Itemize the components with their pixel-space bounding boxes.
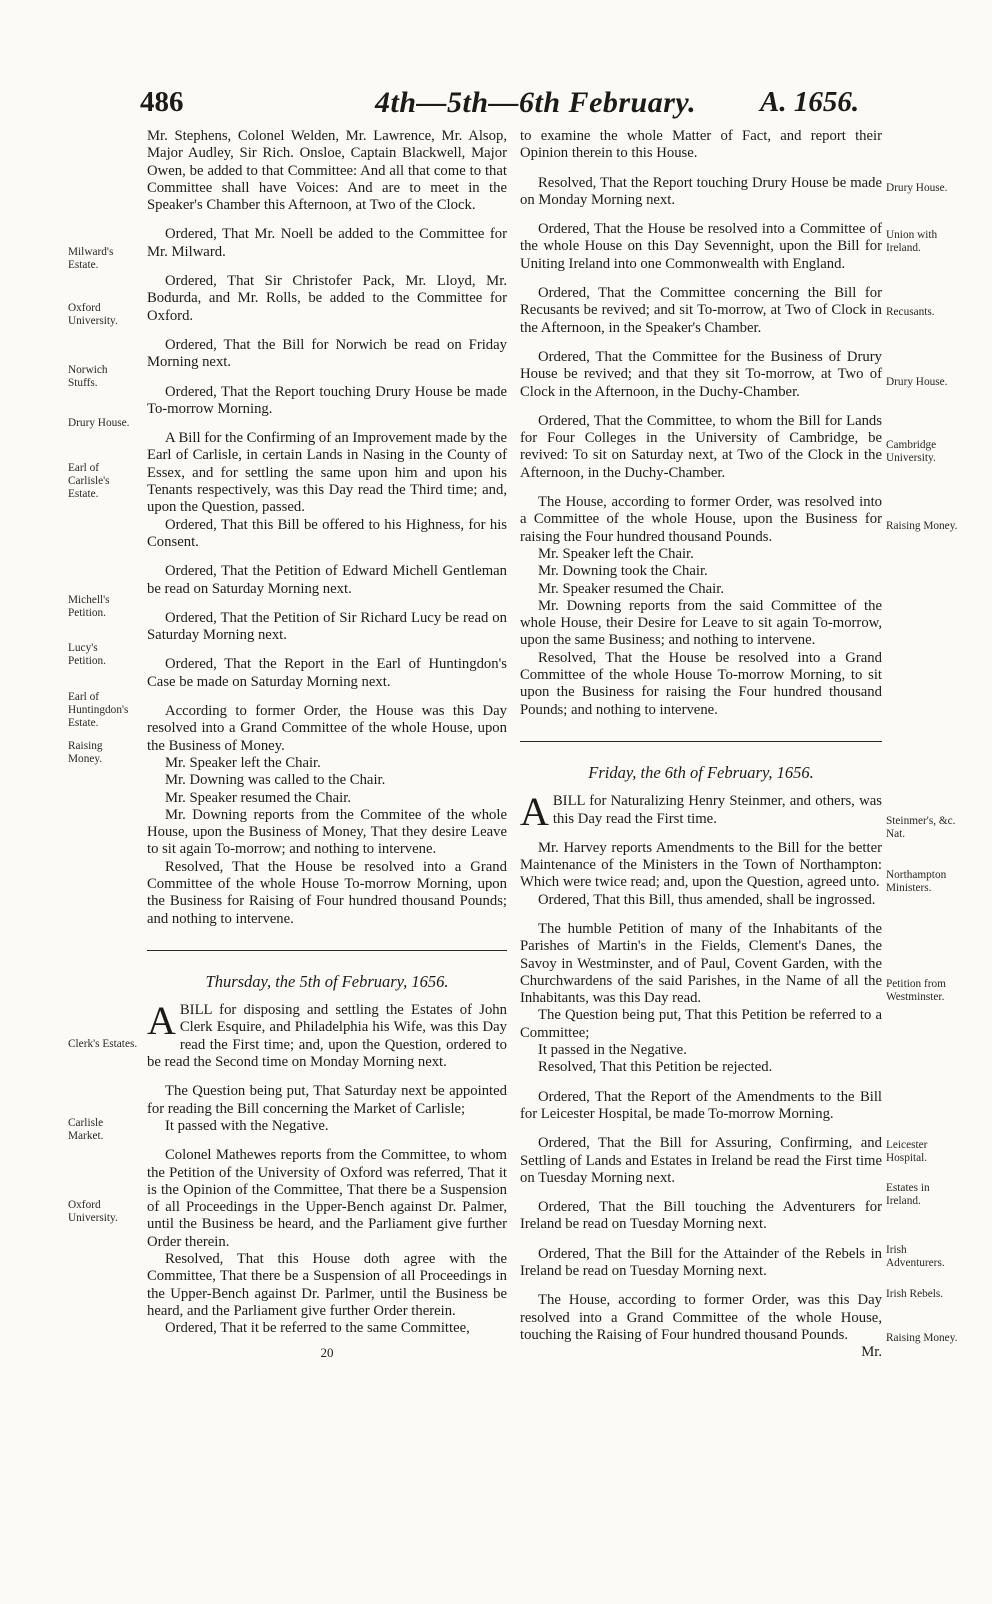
margin-note: Drury House. (68, 417, 130, 429)
paragraph: The humble Petition of many of the Inhabitants of the Parishes of Martin's in the Fields, Clement's Danes, the Savoy in Westminster, and of Paul, Covent Garden, with the Churchwardens of the said Parishes, in the Name of all the Inhabitants, was this Day read. (520, 920, 882, 1007)
procedure-line: Mr. Speaker resumed the Chair. (165, 789, 351, 806)
margin-note: Estates in Ireland. (886, 1182, 930, 1207)
margin-note: Raising Money. (886, 520, 958, 532)
paragraph: Resolved, That this Petition be rejected. (538, 1059, 773, 1076)
paragraph: The Question being put, That this Petition be referred to a Committee; (520, 1007, 882, 1041)
margin-note: Recusants. (886, 306, 935, 318)
margin-note: Leicester Hospital. (886, 1139, 928, 1164)
paragraph: Ordered, That the Bill touching the Adventurers for Ireland be read on Tuesday Morning next. (520, 1199, 882, 1233)
drop-cap: A (520, 789, 549, 835)
paragraph: According to former Order, the House was this Day resolved into a Grand Committee of the whole House, upon the Business of Money. (147, 703, 507, 754)
paragraph: Ordered, That Sir Christofer Pack, Mr. Lloyd, Mr. Bodurda, and Mr. Rolls, be added to the Committee for Oxford. (147, 273, 507, 324)
day-heading: Friday, the 6th of February, 1656. (588, 762, 814, 782)
paragraph: It passed with the Negative. (165, 1117, 329, 1134)
margin-note: Milward's Estate. (68, 246, 114, 271)
header-year: A. 1656. (760, 86, 860, 118)
margin-note: Cambridge University. (886, 439, 937, 464)
margin-note: Earl of Huntingdon's Estate. (68, 691, 129, 729)
paragraph: Ordered, That the Report of the Amendments to the Bill for Leicester Hospital, be made To-morrow Morning. (520, 1088, 882, 1122)
paragraph: Ordered, That the Report in the Earl of Huntingdon's Case be made on Saturday Morning next. (147, 656, 507, 690)
procedure-line: Mr. Speaker left the Chair. (538, 545, 694, 562)
margin-note: Oxford University. (68, 1199, 118, 1224)
paragraph: Ordered, That the Petition of Sir Richard Lucy be read on Saturday Morning next. (147, 609, 507, 644)
paragraph: Ordered, That the Bill for Norwich be read on Friday Morning next. (147, 336, 507, 371)
paragraph: It passed in the Negative. (538, 1042, 687, 1059)
margin-note: Raising Money. (886, 1332, 958, 1344)
right-column (520, 128, 882, 1362)
paragraph: Ordered, That the Bill for Assuring, Confirming, and Settling of Lands and Estates in Ireland be read the First time on Tuesday Morning next. (520, 1135, 882, 1186)
margin-note: Oxford University. (68, 302, 118, 327)
margin-note: Irish Adventurers. (886, 1244, 945, 1269)
paragraph: Resolved, That the House be resolved into a Grand Committee of the whole House To-morrow Morning, to sit upon the Business for raising the Four hundred thousand Pounds; and nothing to intervene. (520, 649, 882, 718)
paragraph: A Bill for the Confirming of an Improvement made by the Earl of Carlisle, in certain Lands in Nasing in the County of Essex, and for settling the same upon him and upon his Tenants respectively, was this Day read the Third time; and, upon the Question, passed. (147, 430, 507, 516)
procedure-line: Mr. Speaker left the Chair. (165, 754, 321, 771)
page-number: 486 (140, 86, 184, 118)
margin-note: Lucy's Petition. (68, 642, 106, 667)
paragraph: Resolved, That this House doth agree with the Committee, That there be a Suspension of all Proceedings in the Upper-Bench against Dr. Parlmer, until the Business be heard, and the Parliament give further Order therein. (147, 1251, 507, 1319)
paragraph: Mr. Downing reports from the Commitee of the whole House, upon the Business of Money, That they desire Leave to sit again To-morrow; and nothing to intervene. (147, 806, 507, 858)
paragraph (147, 998, 507, 1071)
margin-note: Petition from Westminster. (886, 978, 946, 1003)
header-date: 4th—5th—6th February. (375, 86, 697, 119)
paragraph: The Question being put, That Saturday next be appointed for reading the Bill concerning the Market of Carlisle; (147, 1083, 507, 1117)
paragraph: Ordered, That this Bill, thus amended, shall be ingrossed. (538, 891, 876, 908)
section-rule (520, 741, 882, 742)
paragraph: Ordered, That the Committee concerning the Bill for Recusants be revived; and sit To-morrow, at Two of Clock in the Afternoon, in the Speaker's Chamber. (520, 285, 882, 336)
paragraph: Ordered, That Mr. Noell be added to the Committee for Mr. Milward. (147, 226, 507, 260)
paragraph: Ordered, That it be referred to the same Committee, (165, 1320, 470, 1337)
paragraph: Mr. Stephens, Colonel Welden, Mr. Lawrence, Mr. Alsop, Major Audley, Sir Rich. Onsloe, Captain Blackwell, Major Owen, be added to that Committee: And all that come to that Committee shall have Voices: And are to meet in the Speaker's Chamber this Afternoon, at Two of the Clock. (147, 128, 507, 214)
margin-note: Earl of Carlisle's Estate. (68, 462, 110, 500)
paragraph: Mr. Downing reports from the said Committee of the whole House, their Desire for Leave to sit again To-morrow, upon the same Business; and nothing to intervene. (520, 597, 882, 649)
margin-note: Norwich Stuffs. (68, 364, 108, 389)
paragraph: Ordered, That the House be resolved into a Committee of the whole House on this Day Sevennight, upon the Bill for Uniting Ireland into one Commonwealth with England. (520, 221, 882, 272)
paragraph: Ordered, That the Report touching Drury House be made To-morrow Morning. (147, 383, 507, 417)
paragraph-text: BILL for disposing and settling the Estates of John Clerk Esquire, and Philadelphia his Wife, was this Day read the First time; and, upon the Question, ordered to be read the Second time on Monday Morning next. (147, 1002, 507, 1071)
signature-mark: 20 (320, 1344, 334, 1360)
paragraph: Ordered, That this Bill be offered to his Highness, for his Consent. (147, 516, 507, 550)
margin-note: Carlisle Market. (68, 1117, 104, 1142)
paragraph-text: BILL for Naturalizing Henry Steinmer, and others, was this Day read the First time. (552, 793, 882, 827)
procedure-line: Mr. Downing was called to the Chair. (165, 772, 386, 789)
paragraph: Ordered, That the Bill for the Attainder of the Rebels in Ireland be read on Tuesday Morning next. (520, 1245, 882, 1280)
section-rule (147, 950, 507, 951)
catchword: Mr. (861, 1344, 882, 1361)
paragraph: Resolved, That the House be resolved into a Grand Committee of the whole House To-morrow Morning, upon the Business for Raising of Four hundred thousand Pounds; and nothing to intervene. (147, 858, 507, 927)
margin-note: Steinmer's, &c. Nat. (886, 815, 956, 840)
margin-note: Drury House. (886, 376, 948, 388)
paragraph: Colonel Mathewes reports from the Committee, to whom the Petition of the University of Oxford was referred, That it is the Opinion of the Committee, That there be a Suspension of all Proceedings in the Upper-Bench against Dr. Palmer, until the Business be heard, and the Parliament give further Order therein. (147, 1147, 507, 1250)
paragraph: Mr. Harvey reports Amendments to the Bill for the better Maintenance of the Ministers in the Town of Northampton: Which were twice read; and, upon the Question, agreed unto. (520, 839, 882, 891)
paragraph: The House, according to former Order, was this Day resolved into a Grand Committee of the whole House, touching the Raising of Four hundred thousand Pounds. (520, 1292, 882, 1343)
paragraph: to examine the whole Matter of Fact, and report their Opinion therein to this House. (520, 128, 882, 162)
paragraph: Ordered, That the Petition of Edward Michell Gentleman be read on Saturday Morning next. (147, 563, 507, 597)
paragraph: Resolved, That the Report touching Drury House be made on Monday Morning next. (520, 174, 882, 208)
procedure-line: Mr. Downing took the Chair. (538, 563, 708, 580)
paragraph (520, 789, 882, 835)
margin-note: Northampton Ministers. (886, 869, 947, 894)
margin-note: Drury House. (886, 182, 948, 194)
margin-note: Raising Money. (68, 740, 103, 765)
paragraph: Ordered, That the Committee for the Business of Drury House be revived; and that they sit To-morrow, at Two of Clock in the Afternoon, in the Duchy-Chamber. (520, 348, 882, 400)
paragraph: The House, according to former Order, was resolved into a Committee of the whole House, upon the Business for raising the Four hundred thousand Pounds. (520, 494, 882, 545)
margin-note: Clerk's Estates. (68, 1038, 138, 1050)
day-heading: Thursday, the 5th of February, 1656. (205, 971, 449, 991)
drop-cap: A (147, 998, 176, 1044)
margin-note: Michell's Petition. (68, 594, 110, 619)
procedure-line: Mr. Speaker resumed the Chair. (538, 580, 724, 597)
margin-note: Irish Rebels. (886, 1288, 944, 1300)
left-column (147, 128, 507, 1361)
paragraph: Ordered, That the Committee, to whom the Bill for Lands for Four Colleges in the University of Cambridge, be revived: To sit on Saturday next, at Two of the Clock in the Afternoon, in the Duchy-Chamber. (520, 412, 882, 481)
margin-note: Union with Ireland. (886, 229, 938, 254)
